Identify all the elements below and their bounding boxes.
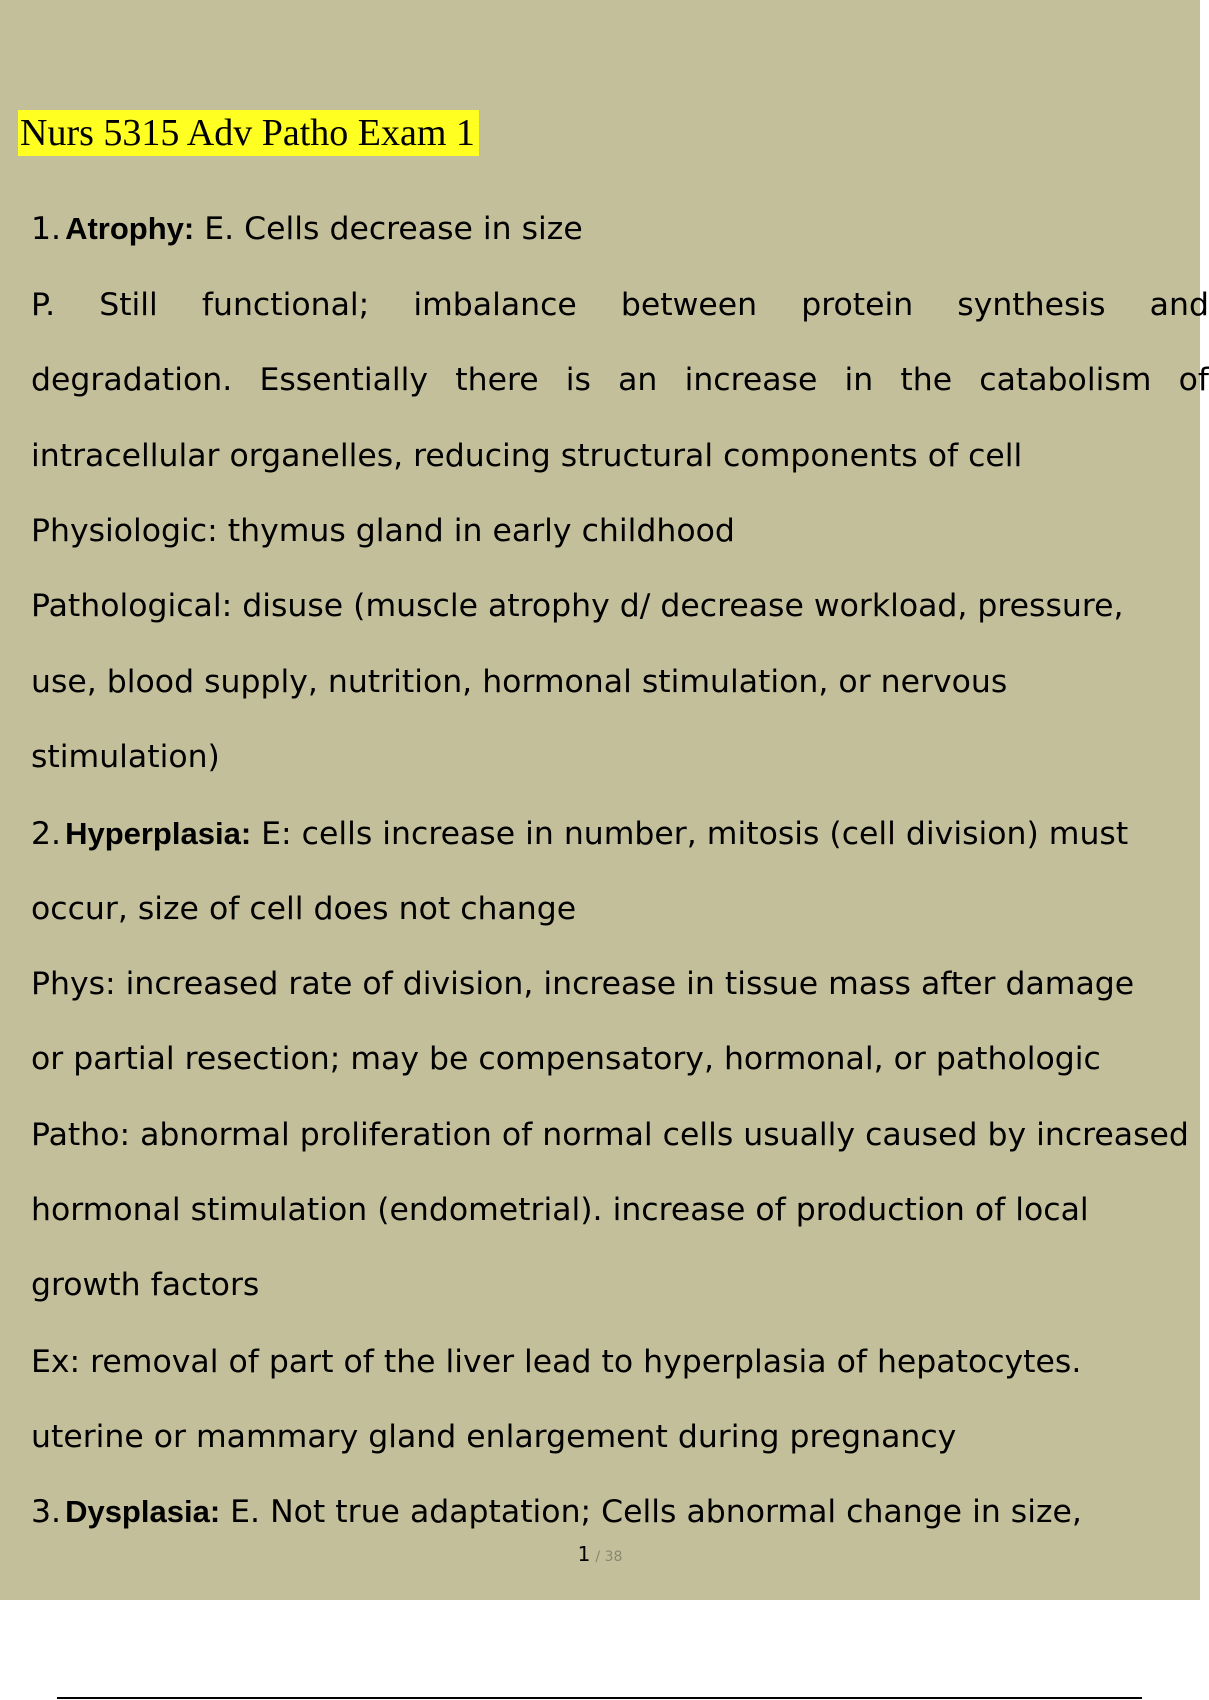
text-line: or partial resection; may be compensatory, hormonal, or pathologic: [31, 1041, 1101, 1077]
page-divider: [57, 1697, 1142, 1699]
text-line: Phys: increased rate of division, increase in tissue mass after damage: [31, 966, 1135, 1002]
word: functional;: [201, 287, 370, 323]
text-line: use, blood supply, nutrition, hormonal stimulation, or nervous: [31, 664, 1008, 700]
text-line: growth factors: [31, 1267, 260, 1303]
word: P.: [31, 287, 56, 323]
text-line: hormonal stimulation (endometrial). increase of production of local: [31, 1192, 1089, 1228]
line-text: E. Cells decrease in size: [194, 211, 583, 247]
text-line: uterine or mammary gland enlargement during pregnancy: [31, 1419, 957, 1455]
page-counter: [0, 1542, 1200, 1569]
word: is: [565, 362, 591, 398]
word: catabolism: [979, 362, 1152, 398]
text-line: [31, 1492, 1082, 1532]
word: increase: [684, 362, 818, 398]
word: Still: [99, 287, 158, 323]
text-line: [31, 209, 583, 249]
text-line: stimulation): [31, 739, 220, 775]
word: in: [844, 362, 874, 398]
word: degradation.: [31, 362, 233, 398]
text-line: Physiologic: thymus gland in early childhood: [31, 513, 735, 549]
word: between: [620, 287, 758, 323]
word: imbalance: [413, 287, 577, 323]
text-line-justified: [31, 285, 1209, 325]
document-title: Nurs 5315 Adv Patho Exam 1: [18, 110, 479, 156]
text-line: intracellular organelles, reducing structural components of cell: [31, 438, 1023, 474]
list-number: 3.: [31, 1494, 62, 1530]
word: Essentially: [259, 362, 429, 398]
text-line: Patho: abnormal proliferation of normal cells usually caused by increased: [31, 1117, 1189, 1153]
word: protein: [801, 287, 914, 323]
text-line: [31, 814, 1128, 854]
list-number: 2.: [31, 816, 62, 852]
text-line: Pathological: disuse (muscle atrophy d/ decrease workload, pressure,: [31, 588, 1124, 624]
list-number: 1.: [31, 211, 62, 247]
word: the: [900, 362, 953, 398]
line-text: E. Not true adaptation; Cells abnormal change in size,: [220, 1494, 1082, 1530]
current-page-number: 1: [577, 1542, 591, 1566]
word: of: [1178, 362, 1209, 398]
text-line: occur, size of cell does not change: [31, 891, 577, 927]
text-line-justified: [31, 360, 1209, 400]
line-text: E: cells increase in number, mitosis (cell division) must: [251, 816, 1129, 852]
term-hyperplasia: Hyperplasia:: [65, 816, 252, 851]
word: synthesis: [957, 287, 1106, 323]
word: an: [618, 362, 658, 398]
total-pages: / 38: [595, 1549, 623, 1565]
term-dysplasia: Dysplasia:: [65, 1494, 221, 1529]
term-atrophy: Atrophy:: [65, 211, 195, 246]
word: there: [455, 362, 539, 398]
word: and: [1149, 287, 1209, 323]
text-line: Ex: removal of part of the liver lead to hyperplasia of hepatocytes.: [31, 1344, 1082, 1380]
